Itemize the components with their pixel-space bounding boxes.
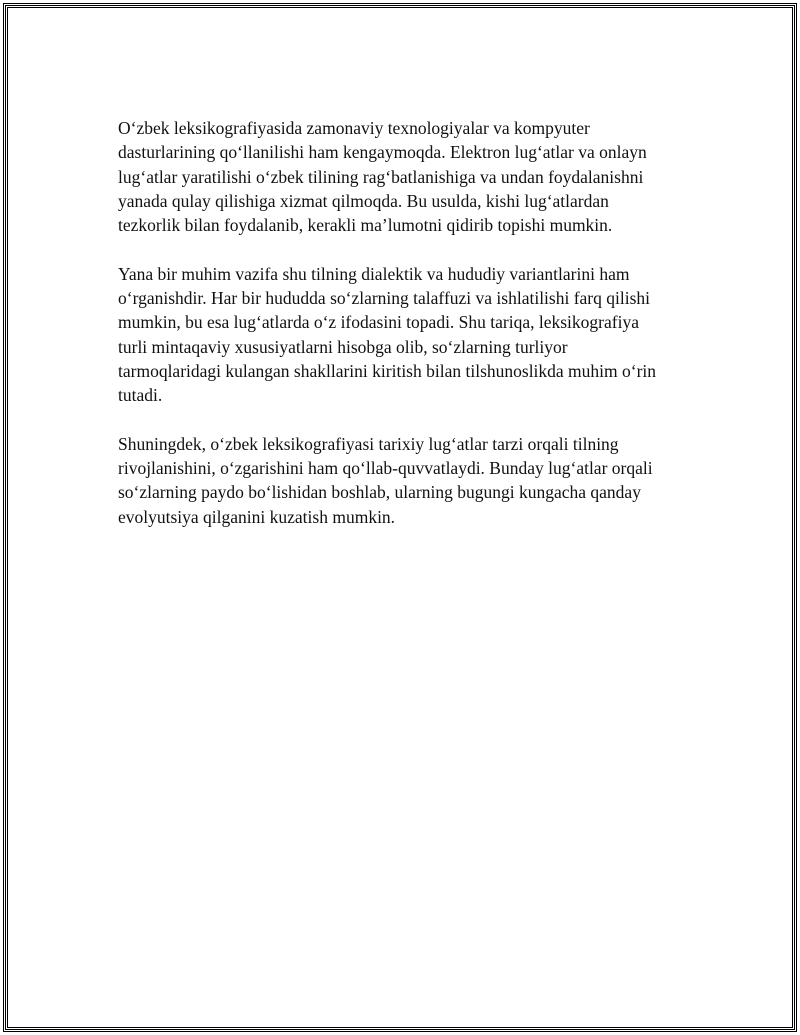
paragraph-1: O‘zbek leksikografiyasida zamonaviy texnologiyalar va kompyuter dasturlarining qo‘llanilishi ham kengaymoqda. Elektron lug‘atlar va onlayn lug‘atlar yaratilishi o‘zbek tilining rag‘batlanishiga va undan foydalanishni yanada qulay qilishiga xizmat qilmoqda. Bu usulda, kishi lug‘atlardan tezkorlik bilan foydalanib, kerakli ma’lumotni qidirib topishi mumkin. xyxy=(118,118,647,236)
paragraph-3: Shuningdek, o‘zbek leksikografiyasi tarixiy lug‘atlar tarzi orqali tilning rivojlanishini, o‘zgarishini ham qo‘llab-quvvatlaydi. Bunday lug‘atlar orqali so‘zlarning paydo bo‘lishidan boshlab, ularning bugungi kungacha qanday evolyutsiya qilganini kuzatish mumkin. xyxy=(118,433,653,527)
paragraph-2: Yana bir muhim vazifa shu tilning dialektik va hududiy variantlarini ham o‘rganishdir. Har bir hududda so‘zlarning talaffuzi va ishlatilishi farq qilishi mumkin, bu esa lug‘atlarda o‘z ifodasini topadi. Shu tariqa, leksikografiya turli mintaqaviy xususiyatlarni hisobga olib, so‘zlarning turliyor tarmoqlaridagi kulangan shakllarini kiritish bilan tilshunoslikda muhim o‘rin tutadi. xyxy=(118,263,657,406)
document-body xyxy=(118,116,690,553)
